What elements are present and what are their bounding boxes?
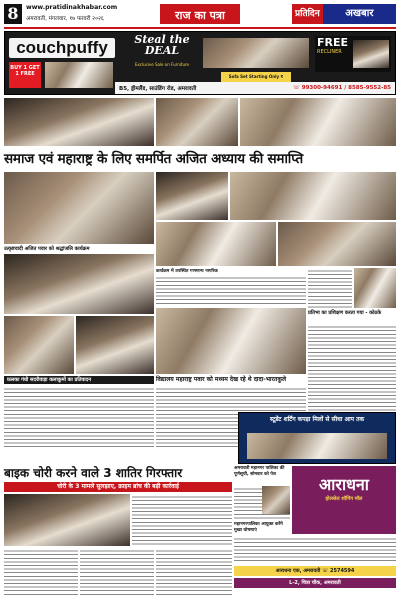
bottom-photo-1 xyxy=(4,494,130,546)
aradhana-address-2: L-2, चित्रा चौक, अमरावती xyxy=(234,578,396,588)
lead-caption-1: उत्कृष्टवादी अजित पवार को श्रद्धांजलि कार्यक्रम xyxy=(4,246,90,252)
lead-photo-3 xyxy=(240,98,396,146)
bottom-side-text xyxy=(132,494,232,546)
bottom-subhead: चोरी के 3 मामले सुलझाए, क्राइम ब्रांच की बड़ी कार्रवाई xyxy=(4,482,232,492)
ad-banner[interactable] xyxy=(4,31,396,95)
brief2-body xyxy=(234,536,396,562)
lead-photo-2 xyxy=(156,98,238,146)
dateline: अमरावती, मंगलवार, १७ फरवरी २०२६ xyxy=(26,16,104,22)
shirting-ad[interactable] xyxy=(238,412,396,464)
ad-offer-badge: BUY 1 GET 1 FREE xyxy=(9,62,41,88)
ad-free-box xyxy=(315,36,391,72)
ad-sofa-photo xyxy=(203,38,309,68)
section-banner xyxy=(160,4,240,24)
story2-photo-2 xyxy=(76,316,154,374)
ad-chair-photo xyxy=(45,62,113,88)
lead-photo-8 xyxy=(278,222,396,266)
shirting-ad-title: स्टूडेंट शर्टिंग कपड़ा मिलों से सीधा आप तक xyxy=(269,416,365,423)
lead-body-text xyxy=(156,275,306,305)
brand-logo xyxy=(292,4,396,24)
story2-body xyxy=(4,386,154,448)
story2-photo-1 xyxy=(4,316,74,374)
aradhana-address: आराधना एक, अमरावती ☏ 2574594 xyxy=(234,566,396,576)
page-number: 8 xyxy=(7,4,19,23)
story2-caption: फ़लका गंधी सदरीवाड़ा कलाकुमों का प्रतिवादन xyxy=(4,376,154,384)
ad-footer-bar xyxy=(115,82,395,94)
column-right-photo xyxy=(354,268,396,308)
aradhana-tag: होलसेल शॉपिंग मॉल xyxy=(325,496,363,502)
lead-photo-9 xyxy=(4,254,154,314)
aradhana-name: आराधना xyxy=(319,475,369,494)
page-number-box xyxy=(4,4,22,24)
ad-price-note: Sofa Set Starting Only ₹ xyxy=(221,72,291,82)
bottom-body-2 xyxy=(80,548,154,596)
lead-photo-4 xyxy=(4,172,154,244)
lead-headline: समाज एवं महाराष्ट्र के लिए समर्पित अजित अध्याय की समाप्ति xyxy=(4,151,303,167)
shirting-ad-photo xyxy=(247,433,387,459)
section-title: राज का पत्रा xyxy=(175,9,225,22)
sidebar-headline: प्रतिभा का प्रशिक्षण करता गया - कोठके xyxy=(308,310,382,316)
ad-phone[interactable]: ☏ 99300-94691 / 8585-9552-85 xyxy=(292,85,391,91)
lead-caption-2: कार्यक्रम में उपस्थित गणमान्य नागरिक xyxy=(156,269,218,274)
lead-photo-5 xyxy=(156,172,228,220)
website-url[interactable]: www.pratidinakhabar.com xyxy=(26,4,118,11)
ad-free-text: FREE xyxy=(317,36,349,49)
lead-photo-1 xyxy=(4,98,154,146)
brief-photo xyxy=(262,486,290,514)
ad-recliner-photo xyxy=(353,40,389,68)
story2-photo-3 xyxy=(156,308,306,374)
aradhana-ad[interactable] xyxy=(292,466,396,534)
bottom-body-3 xyxy=(156,548,232,596)
ad-logo: couchpuffy xyxy=(9,38,115,58)
lead-photo-7 xyxy=(156,222,276,266)
brand-left: प्रतिदिन xyxy=(292,4,323,24)
ad-deal-sub: Exclusive Sale on Furniture xyxy=(134,62,189,67)
story2-headline: विद्यालय महाराष्ट्र पवार को मध्यम देख रहे थे दादा-भारतकुले xyxy=(156,376,287,383)
bottom-body-1 xyxy=(4,548,78,596)
ad-address: B5, ड्रीमलैंड, साउंडिंग रोड, अमरावती xyxy=(119,86,197,92)
lead-photo-6 xyxy=(230,172,396,220)
ad-deal-title: Steal the DEAL xyxy=(134,33,190,57)
brief-headline: अमरावती महानगर पालिका की पूर्णसूची, सोमवार को पेश xyxy=(234,466,285,477)
column-right-1 xyxy=(308,268,352,308)
brand-right: अखबार xyxy=(323,4,396,24)
ad-free-sub: RECLINER xyxy=(317,49,342,55)
masthead-rule xyxy=(4,27,396,29)
brief2-headline: महानगरपालिका आयुक्त करेंगे मुख्य घोषणाएं xyxy=(234,522,283,533)
bottom-headline: बाइक चोरी करने वाले 3 शातिर गिरफ्तार xyxy=(4,466,183,480)
